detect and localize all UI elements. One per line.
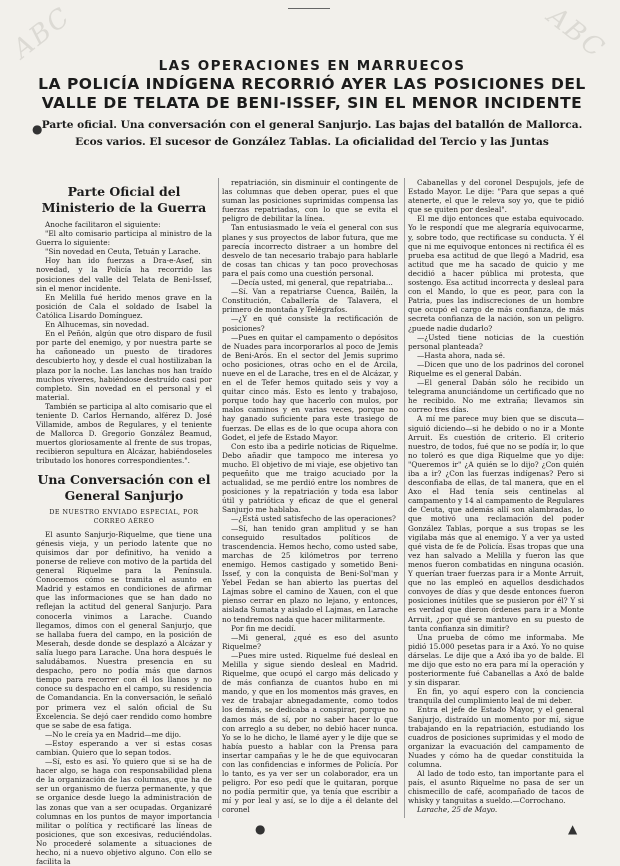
- bullet-mark-left: ●: [32, 122, 43, 136]
- column-1: [36, 178, 212, 866]
- paragraph: Al lado de todo esto, tan importante para el país, el asunto Riquelme no pasa de ser un chismecillo de café, acompañado de tacos de whisky y tanguitas a sueldo.—Corrochano.: [408, 769, 584, 806]
- paragraph: —¿Y en qué consiste la rectificación de posiciones?: [222, 314, 398, 333]
- column-3: [408, 178, 584, 818]
- paragraph: —¿Está usted satisfecho de las operaciones?: [231, 514, 396, 524]
- paragraph: El me dijo entonces que estaba equivocado. Yo le respondí que me alegraría equivocarme, y, sobre todo, que rectificase su conducta. Y él que ni me equivoque entonces ni rectifica él es prueba esa actitud de que llegó a Madrid, esa actitud que me ha sacado de quicio y me decidió a hacer pública mi protesta, que sostengo. Esa actitud incorrecta y desleal para con el Mando, lo que es peor, para con la Patria, pues las indiscreciones de un hombre que ocupó el cargo de más confianza, de más secreta confianza de la nación, son un peligro. ¿puede nadie dudarlo?: [408, 214, 584, 333]
- column-3-paragraphs: [408, 178, 584, 805]
- paragraph: —Sí, han tenido gran amplitud y se han conseguido resultados políticos de trascendencia. Hemos hecho, como usted sabe, marchas de 25 kilómetros por terreno enemigo. Hemos castigado y sometido Beni-Issef, y con la conquista de Beni-Sol'man y Yebel Fedan se han abierto las puertas del Lajmas sobre el camino de Xauen, con el que pienso cerrar en plazo no lejano, y entonces, aislada Sumata y aislado el Lajmas, en Larache no tendremos nada que hacer militarmente.: [222, 523, 398, 624]
- paragraph: Entra el jefe de Estado Mayor, y el general Sanjurjo, distraído un momento por mí, sigue trabajando en la repatriación, estudiando los cuadros de posiciones suprimidas y el modo de organizar la evacuación del campamento de Nuades y cómo ha de quedar constituida la columna.: [408, 705, 584, 769]
- paragraph: —No le creía ya en Madrid—me dijo.: [45, 729, 182, 739]
- paragraph: —Decía usted, mi general, que repatriaba...: [231, 278, 393, 288]
- paragraph: —Pues en quitar el campamento o depósitos de Nuades para incorporarlos al poco de Jemis de Beni-Arós. En el sector del Jemis suprimo ocho posiciones, otras ocho en el de Arcila, nueve en el de Larache, tres en el de Alcázar, y en el de Tefer hemos quitado seis y voy a quitar cinco más. Esto es lento y trabajoso, porque todo hay que hacerlo con mulos, por malos caminos y en varias veces, porque no hay ganado suficiente para este trasiego de fuerzas. De ellas es de lo que ocupa ahora con Godet, el jefe de Estado Mayor.: [222, 332, 398, 442]
- headline: LA POLICÍA INDÍGENA RECORRIÓ AYER LAS POSICIONES DEL VALLE DE TELATA DE BENI-ISSEF, SIN EL MENOR INCIDENTE: [38, 75, 586, 112]
- byline: DE NUESTRO ENVIADO ESPECIAL, POR CORREO AÉREO: [49, 508, 199, 525]
- paragraph: Hoy han ido fuerzas a Dra-e-Asef, sin novedad, y la Policía ha recorrido las posiciones del valle del Telata de Beni-Issef, sin el menor incidente.: [36, 256, 212, 293]
- paragraph: repatriación, sin disminuir el contingente de las columnas que deben operar, pues el que suman las posiciones suprimidas compensa las fuerzas repatriadas, con lo que se evita el peligro de debilitar la línea.: [222, 178, 398, 224]
- paragraph: —Sí. Van a repatriarse Cuenca, Bailén, la Constitución, Caballería de Talavera, el primero de montaña y Telégrafos.: [222, 287, 398, 315]
- paragraph: —Hasta ahora, nada sé.: [417, 350, 506, 360]
- paragraph: Cabanellas y del coronel Despujols, jefe de Estado Mayor. Le dije: "Para que sepas a qué atenerte, el que le releva soy yo, que te pidió que se quiten por desleal".: [408, 178, 584, 215]
- overline: LAS OPERACIONES EN MARRUECOS: [158, 58, 466, 74]
- watermark-abc-left: ABC: [7, 1, 77, 65]
- subheads: Parte oficial. Una conversación con el general Sanjurjo. Las bajas del batallón de Mallorca. Ecos varios. El sucesor de González Tablas. La oficialidad del Tercio y las Juntas: [41, 119, 583, 148]
- section-title-parte-oficial: Parte Oficial del Ministerio de la Guerra: [41, 184, 207, 215]
- bullet-mark-right: ▲: [568, 822, 578, 836]
- paragraph: Por fin me decidí.: [231, 623, 296, 633]
- column-2-paragraphs: [222, 178, 398, 815]
- paragraph: —Pues mire usted. Riquelme fué desleal en Melilla y sigue siendo desleal en Madrid. Riquelme, que ocupó el cargo más delicado y de más confianza de cuantos hubo en mi mando, y que en los momentos más graves, en vez de trabajar abnegadamente, como todos los demás, se dedicaba a conspirar, porque no damos más de sí, por no saber hacer lo que con arreglo a su deber, no debió hacer nunca. Yo se lo he dicho, le llamé ayer y le dije que se había puesto a hablar con la Prensa para insertar campañas y le he de que equivocaran con las confidencias e informes de Policía. Por lo tanto, es ya ver ser un colaborador, era un peligro. Por eso pedí que le quitaran, porque no podía permitir que, ya tenía que escribir a mí y por leal y así, se lo dije a él delante del coronel: [222, 650, 398, 815]
- paragraph: Una prueba de cómo me informaba. Me pidió 15.000 pesetas para ir a Axó. Yo no quise dárselas. Le dije que a Axó iba yo de balde. El me dijo que esto no era para mí la operación y posteriormente fué Cabanellas a Axó de balde y sin disparar.: [408, 632, 584, 688]
- paragraph: —¿Usted tiene noticias de la cuestión personal planteada?: [408, 332, 584, 351]
- column-2: [222, 178, 398, 818]
- paragraph: Tan entusiasmado le veía el general con sus planes y sus proyectos de labor futura, que me parecía incorrecto distraer a un hombre del desvelo de tan necesario trabajo para hablarle de cosas tan chicas y tan poco provechosas para el país como una cuestión personal.: [222, 223, 398, 278]
- paragraph: —El general Dabán sólo he recibido un telegrama anunciándome un certificado que no he recibido. No me extraña; llevamos sin correo tres días.: [408, 378, 584, 415]
- paragraph: —Estoy esperando a ver si estas cosas cambian. Quiero que lo sepan todos.: [36, 738, 212, 757]
- bullet-mark-bottom: ●: [255, 822, 266, 836]
- column-1-paragraphs-2: [36, 530, 212, 866]
- paragraph: En fin, yo aquí espero con la conciencia tranquila del cumplimiento leal de mi deber.: [408, 687, 584, 706]
- paragraph: Con esto iba a pedirle noticias de Riquelme. Debo añadir que tampoco me interesa yo mucho. El objetivo de mi viaje, ese objetivo tan pequeñito que me traigo acuciado por la actualidad, se me perdió entre los nombres de posiciones y la repatriación y toda esa labor útil y patriótica y eficaz de que el general Sanjurjo me hablaba.: [222, 441, 398, 515]
- paragraph: En Melilla fué herido menos grave en la posición de Cala el soldado de Isabel la Católica Lisardo Domínguez.: [36, 292, 212, 320]
- paragraph: En Alhucemas, sin novedad.: [45, 320, 150, 330]
- watermark-abc-right: ABC: [541, 1, 611, 65]
- paragraph: "Sin novedad en Ceuta, Tetuán y Larache.: [45, 247, 201, 257]
- section-title-conversacion: Una Conversación con el General Sanjurjo: [37, 471, 211, 503]
- paragraph: Anoche facilitaron el siguiente:: [45, 220, 161, 229]
- paragraph: —Sí, esto es así. Yo quiero que si se ha de hacer algo, se haga con responsabilidad plena de la organización de las columnas, que ha de ser un organismo de fuerza permanente, y que se organice desde luego la administración de las zonas que van a ser ocupadas. Organizaré columnas en los puntos de mayor importancia militar o política y rectificaré las líneas de posiciones, que son excesivas, reduciéndolas. No procederé solamente a situaciones de hecho, ni a nuevo objetivo alguno. Con ello se facilita la: [36, 757, 212, 866]
- paragraph: "El alto comisario participa al ministro de la Guerra lo siguiente:: [36, 229, 212, 248]
- dateline: Larache, 25 de Mayo.: [417, 805, 498, 815]
- top-rule: [288, 8, 330, 9]
- paragraph: El asunto Sanjurjo-Riquelme, que tiene una génesis vieja, y un periodo latente que no quisimos dar por definitivo, ha venido a ponerse de relieve con motivo de la partida del general Riquelme para la Península. Conocemos cómo se tramita el asunto en Madrid y estamos en condiciones de afirmar que las informaciones que se han dado no reflejan la actitud del general Sanjurjo. Para conocerla vinimos a Larache. Cuando llegamos, dimos con el general Sanjurjo, que se hallaba fuera del campo, en la posición de Meserah, desde donde se desplazó a Alcázar y salía luego para Larache. Una hora después le saludábamos. Nuestra presencia en su despacho, pero no podía más que darnos tiempo para recorrer con él los llanos y no conoce su despacho en el campo, su residencia de Comandancia. En la conversación, le señaló por primera vez el salón oficial de Su Excelencia. Se dejó caer rendido como hombre que se sabe de esa fatiga.: [36, 529, 212, 730]
- paragraph: —Dicen que uno de los padrinos del coronel Riquelme es el general Dabán.: [408, 359, 584, 378]
- paragraph: A mí me parece muy bien que se discuta—siguió diciendo—si he debido o no ir a Monte Arruit. Es cuestión de criterio. El criterio nuestro, de todos, fué que no se podía ir, lo que no toleró es que diga Riquelme que yo dije: "Queremos ir" ¿A quién se lo dijo? ¿Con quién iba a ir? ¿Con las fuerzas indígenas? Pero si desconfiaba de ellas, de tal manera, que en el Axo el Had tenía seis centinelas al campamento y 14 al campamento de Regulares de Ceuta, que además allí son alambradas, lo que motivó una reclamación del poder González Tablas, porque a sus tropas se les vigilaba más que al enemigo. Y a ver ya usted qué vista de fe de Policía. Esas tropas que una vez han salvado a Melilla y fueron las que menos fueron combatidas en ninguna ocasión. Y querían traer fuerzas para ir a Monte Arruit, que no las empleó en aquellos desdichados convoyes de días y que desde entonces fueron posiciones inútiles que se pusieron por él? Y si es verdad que dieron órdenes para ir a Monte Arruit, ¿por qué se mantuvo en su puesto de tanta confianza sin dimitir?: [408, 414, 584, 633]
- paragraph: También se participa al alto comisario que el teniente D. Carlos Hernando, alférez D. José Villamide, ambos de Regulares, y el teniente de Mallorca D. Gregorio González Beamud, muertos gloriosamente al frente de sus tropas, recibieron sepultura en Alcázar, habiéndoseles tributado los honores correspondientes.".: [36, 401, 212, 466]
- article-columns: [36, 178, 584, 866]
- page-header: [34, 58, 590, 151]
- paragraph: —Mi general, ¿qué es eso del asunto Riquelme?: [222, 632, 398, 651]
- column-1-paragraphs: [36, 220, 212, 466]
- paragraph: En el Peñón, algún que otro disparo de fusil por parte del enemigo, y por nuestra parte se ha cañoneado un puesto de tiradores descubierto hoy, y desde el cual hostilizaban la plaza por la noche. Las lanchas nos han traído muchos víveres, habiéndose destruído casi por completo. Sin novedad en el personal y el material.: [36, 329, 212, 402]
